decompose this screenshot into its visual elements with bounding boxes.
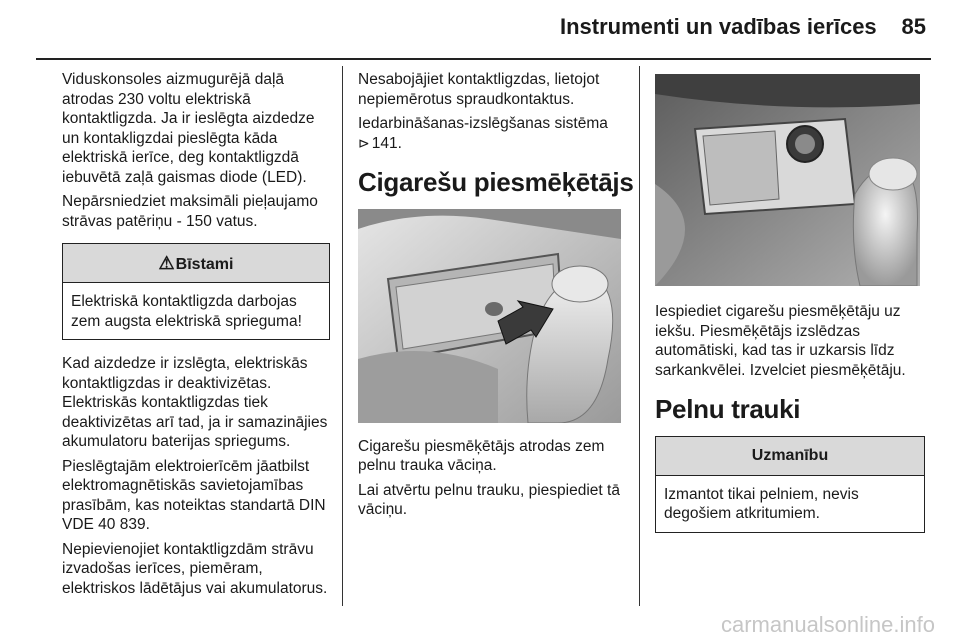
page-title: Instrumenti un vadības ierīces <box>560 14 877 39</box>
caution-box-body <box>656 476 924 532</box>
paragraph: Kad aizdedze ir izslēgta, elektriskās kontaktligzdas ir deaktivizētas. Elektriskās kontaktligzdas tiek deaktivizētas arī tad, ja ir samazinājies akumulatoru baterijas spriegums. <box>62 355 328 450</box>
column-divider <box>639 66 640 606</box>
watermark: carmanualsonline.info <box>720 612 935 637</box>
paragraph: Iespiediet cigarešu piesmēķētāju uz iekšu. Piesmēķētājs izslēdzas automātiski, kad tas ir uzkarsis līdz sarkankvēlei. Izvelciet piesmēķētāju. <box>655 303 906 379</box>
header-rule <box>36 58 931 60</box>
warning-triangle-icon: ⚠ <box>158 253 175 273</box>
paragraph: Pieslēgtajām elektroierīcēm jāatbilst elektromagnētiskās savietojamības prasībām, kas noteiktas standartā DIN VDE 40 839. <box>62 457 326 533</box>
paragraph: Lai atvērtu pelnu trauku, piespiediet tā vāciņu. <box>358 481 620 518</box>
danger-text: Elektriskā kontaktligzda darbojas zem augsta elektriskā sprieguma! <box>71 293 302 330</box>
column-3 <box>655 74 925 547</box>
page-reference-icon: ⊳ <box>358 134 370 151</box>
danger-box-body <box>63 283 329 339</box>
column-1 <box>62 70 330 603</box>
danger-box <box>62 243 330 340</box>
section-heading-ashtrays: Pelnu trauki <box>655 394 801 424</box>
section-heading-cigarette-lighter: Cigarešu piesmēķētājs <box>358 167 634 197</box>
paragraph: Viduskonsoles aizmugurējā daļā atrodas 230 voltu elektriskā kontaktligzda. Ja ir ieslēgta aizdedze un kontakligzdai pieslēgta kāda elektriskā ierīce, deg kontaktligzdā iebuvētā zaļā gaismas diode (LED). <box>62 71 315 186</box>
paragraph: Nepārsniedziet maksimāli pieļaujamo strāvas patēriņu - 150 vatus. <box>62 193 318 230</box>
paragraph: Nepievienojiet kontaktligzdām strāvu izvadošas ierīces, piemēram, elektriskos lādētājus vai akumulatorus. <box>62 540 328 597</box>
caution-text: Izmantot tikai pelniem, nevis degošiem atkritumiem. <box>664 485 859 522</box>
paragraph <box>358 114 623 153</box>
caution-box <box>655 436 925 533</box>
danger-title: Bīstami <box>175 256 234 273</box>
page-number: 85 <box>901 14 926 39</box>
paragraph: Cigarešu piesmēķētājs atrodas zem pelnu trauka vāciņa. <box>358 437 605 474</box>
paragraph-text: Iedarbināšanas-izslēgšanas sistēma <box>358 115 608 132</box>
paragraph: Nesabojājiet kontaktligzdas, lietojot nepiemērotus spraudkontaktus. <box>358 71 600 108</box>
caution-title: Uzmanību <box>656 437 924 476</box>
danger-box-header <box>63 244 329 283</box>
ashtray-lighter-illustration <box>655 74 920 286</box>
page-reference: 141. <box>371 134 402 152</box>
cigarette-lighter-illustration <box>358 209 621 423</box>
column-2 <box>358 70 634 525</box>
column-divider <box>342 66 343 606</box>
